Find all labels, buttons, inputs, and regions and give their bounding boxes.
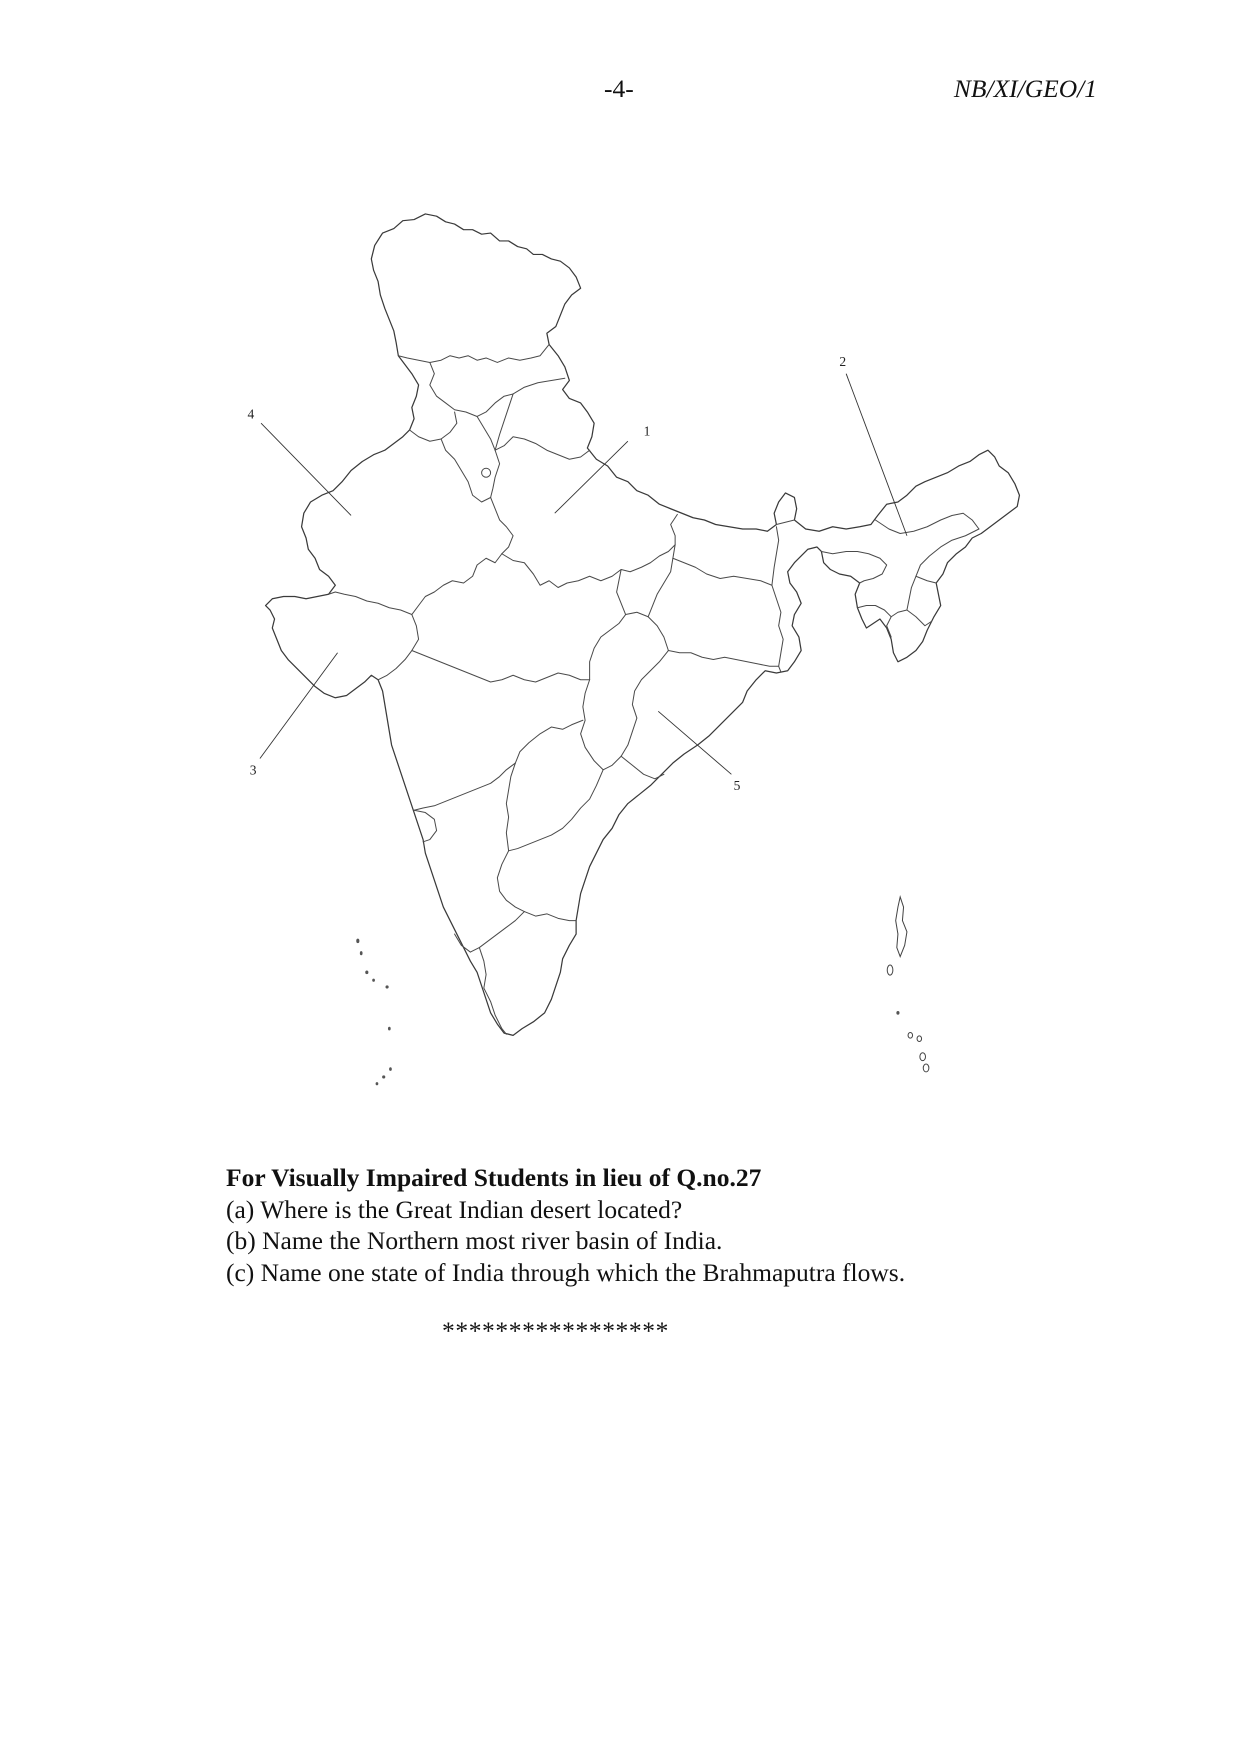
border-jharkhand-west — [648, 558, 673, 617]
border-nagaland-manipur — [916, 576, 936, 583]
lakshadweep-islands — [356, 939, 392, 1086]
border-arunachal-assam — [875, 513, 979, 533]
island — [360, 951, 363, 955]
border-punjab-south — [410, 412, 457, 441]
border-uttarakhand-west — [495, 394, 513, 450]
border-up-mp — [502, 545, 675, 588]
page-number: -4- — [604, 74, 634, 103]
border-goa — [414, 810, 437, 842]
question-c: (c) Name one state of India through which the Brahmaputra flows. — [226, 1257, 906, 1287]
border-ap-karnataka — [497, 851, 524, 912]
end-separator: ***************** — [442, 1316, 669, 1345]
visually-impaired-questions — [226, 1162, 905, 1288]
question-a: (a) Where is the Great Indian desert located? — [226, 1194, 683, 1224]
island — [917, 1036, 922, 1042]
island — [365, 971, 368, 975]
border-karnataka-kerala — [455, 934, 471, 952]
border-manipur-mizoram — [907, 610, 932, 626]
island — [376, 1082, 379, 1085]
border-uttarakhand-up — [495, 437, 590, 460]
island — [887, 965, 893, 975]
border-odisha-ap — [621, 756, 664, 779]
paper-code: NB/XI/GEO/1 — [953, 74, 1097, 103]
border-telangana-ap — [509, 770, 604, 851]
india-outer-boundary — [266, 214, 1020, 1035]
delhi-boundary — [482, 468, 491, 477]
border-ap-tamilnadu — [524, 912, 576, 921]
island — [356, 939, 359, 944]
leader-line-3 — [260, 653, 338, 759]
border-jharkhand-odisha — [668, 651, 778, 667]
border-tripura-north — [857, 606, 891, 617]
island — [389, 1067, 392, 1071]
island — [920, 1053, 926, 1061]
leader-line-4 — [261, 423, 351, 515]
island — [923, 1064, 929, 1072]
map-label-5: 5 — [733, 778, 741, 794]
island — [386, 985, 389, 988]
border-telangana-karnataka — [506, 763, 515, 851]
border-haryana-rajasthan — [441, 439, 491, 502]
leader-line-2 — [846, 374, 907, 536]
questions-heading: For Visually Impaired Students in lieu of Q.no.27 — [226, 1163, 762, 1192]
island — [382, 1075, 385, 1078]
border-hp-south — [430, 362, 513, 416]
question-b: (b) Name the Northern most river basin of India. — [226, 1226, 723, 1255]
border-hp-uttarakhand — [513, 378, 565, 394]
border-bihar-jharkhand — [673, 558, 772, 585]
border-chhattisgarh-odisha — [621, 651, 668, 757]
island — [372, 979, 375, 982]
island — [908, 1033, 913, 1039]
border-jharkhand-wb — [772, 585, 783, 672]
border-sikkim-south — [776, 520, 794, 525]
state-borders — [329, 344, 979, 1034]
border-mizoram-assam — [887, 610, 907, 637]
border-up-rajasthan — [491, 497, 514, 553]
border-chhattisgarh-west — [581, 680, 622, 770]
border-rajasthan-mp — [412, 554, 502, 615]
andaman-nicobar-islands — [887, 897, 929, 1072]
border-mp-chhattisgarh — [590, 570, 626, 680]
border-bihar-wb — [772, 527, 779, 586]
island — [388, 1027, 391, 1031]
border-mp-maharashtra — [412, 651, 590, 683]
border-haryana-up — [477, 416, 500, 497]
leader-line-5 — [658, 711, 731, 774]
border-up-bihar — [671, 514, 678, 544]
map-label-2: 2 — [839, 353, 847, 369]
andaman-island — [896, 897, 907, 957]
border-chhattisgarh-jharkhand — [626, 612, 669, 650]
map-label-4: 4 — [247, 406, 255, 422]
border-maharashtra-karnataka — [414, 763, 515, 810]
border-rajasthan-gujarat — [329, 592, 412, 615]
map-label-1: 1 — [643, 423, 651, 439]
border-manipur-assam — [907, 576, 916, 610]
border-karnataka-tamilnadu — [470, 912, 524, 953]
border-jk-south — [398, 344, 549, 362]
island — [896, 1011, 899, 1015]
map-label-3: 3 — [249, 762, 257, 778]
border-assam-nagaland — [916, 529, 979, 576]
border-gujarat-east — [378, 615, 419, 680]
border-maharashtra-telangana — [515, 720, 583, 763]
